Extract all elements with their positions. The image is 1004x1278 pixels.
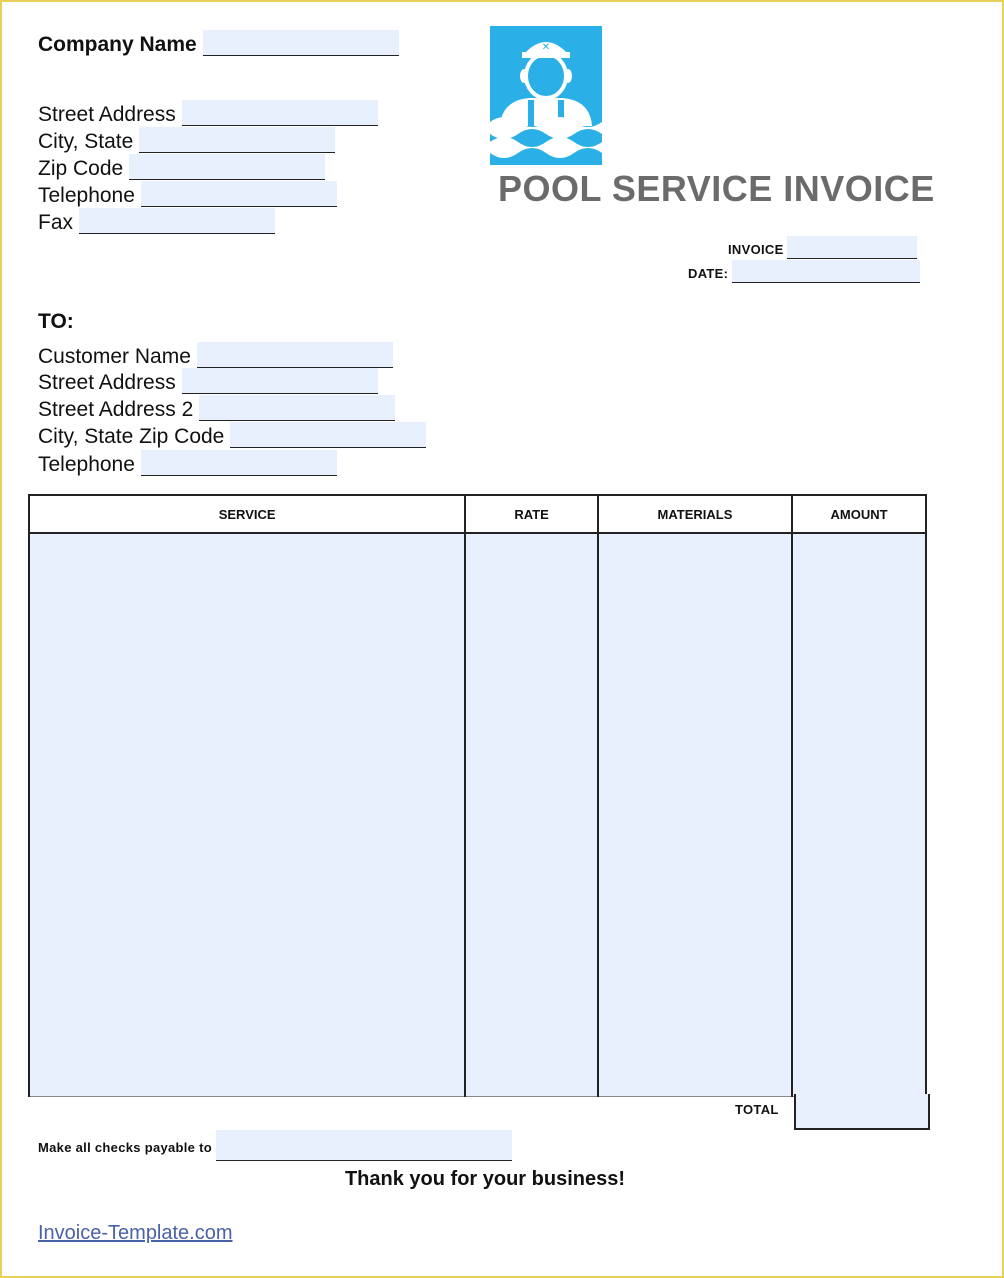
amount-cell[interactable] [792, 533, 926, 1097]
customer-street2-row [38, 395, 395, 422]
payable-label: Make all checks payable to [38, 1140, 212, 1155]
sender-zip-label: Zip Code [38, 157, 124, 180]
total-field[interactable] [794, 1094, 930, 1130]
sender-street-field[interactable] [182, 100, 378, 126]
customer-city-field[interactable] [230, 422, 426, 448]
customer-street-field[interactable] [182, 368, 378, 394]
sender-city-field[interactable] [139, 127, 335, 153]
sender-city-label: City, State [38, 130, 134, 153]
sender-fax-row [38, 208, 275, 235]
sender-zip-row [38, 154, 325, 181]
customer-city-row [38, 422, 426, 449]
customer-street-label: Street Address [38, 371, 176, 394]
total-label: TOTAL [735, 1102, 779, 1117]
svg-text:✕: ✕ [541, 42, 551, 53]
column-header-amount: AMOUNT [792, 495, 926, 533]
column-header-service: SERVICE [29, 495, 465, 533]
sender-phone-label: Telephone [38, 184, 135, 207]
sender-city-row [38, 127, 335, 154]
company-name-field[interactable] [203, 30, 399, 56]
company-name-row [38, 30, 399, 57]
column-header-materials: MATERIALS [598, 495, 792, 533]
customer-street-row [38, 368, 378, 395]
sender-street-row [38, 100, 378, 127]
sender-fax-field[interactable] [79, 208, 275, 234]
table-header-row [29, 495, 926, 533]
customer-street2-field[interactable] [199, 395, 395, 421]
invoice-number-field[interactable] [787, 236, 917, 259]
invoice-number-label: INVOICE [728, 242, 784, 257]
invoice-date-label: DATE: [688, 266, 729, 281]
company-name-label: Company Name [38, 33, 197, 56]
customer-name-row [38, 342, 393, 369]
to-label: TO: [38, 310, 74, 333]
sender-phone-row [38, 181, 337, 208]
customer-street2-label: Street Address 2 [38, 398, 194, 421]
customer-city-label: City, State Zip Code [38, 425, 225, 448]
rate-cell[interactable] [465, 533, 598, 1097]
sender-phone-field[interactable] [141, 181, 337, 207]
customer-phone-label: Telephone [38, 453, 135, 476]
thank-you-message: Thank you for your business! [344, 1168, 626, 1190]
column-header-rate: RATE [465, 495, 598, 533]
table-row [29, 533, 926, 1097]
template-site-link[interactable]: Invoice-Template.com [38, 1222, 233, 1244]
materials-cell[interactable] [598, 533, 792, 1097]
sender-zip-field[interactable] [129, 154, 325, 180]
payable-to-field[interactable] [216, 1130, 512, 1161]
line-items-table [28, 494, 927, 1097]
customer-phone-field[interactable] [141, 450, 337, 476]
invoice-title: POOL SERVICE INVOICE [498, 168, 935, 209]
invoice-date-row [688, 260, 920, 283]
invoice-date-field[interactable] [732, 260, 920, 283]
sender-street-label: Street Address [38, 103, 176, 126]
customer-name-label: Customer Name [38, 345, 191, 368]
service-cell[interactable] [29, 533, 465, 1097]
payable-row [38, 1130, 512, 1161]
invoice-number-row [728, 236, 917, 259]
sender-fax-label: Fax [38, 211, 74, 234]
customer-phone-row [38, 450, 337, 477]
pool-worker-icon [490, 26, 602, 165]
customer-name-field[interactable] [197, 342, 393, 368]
